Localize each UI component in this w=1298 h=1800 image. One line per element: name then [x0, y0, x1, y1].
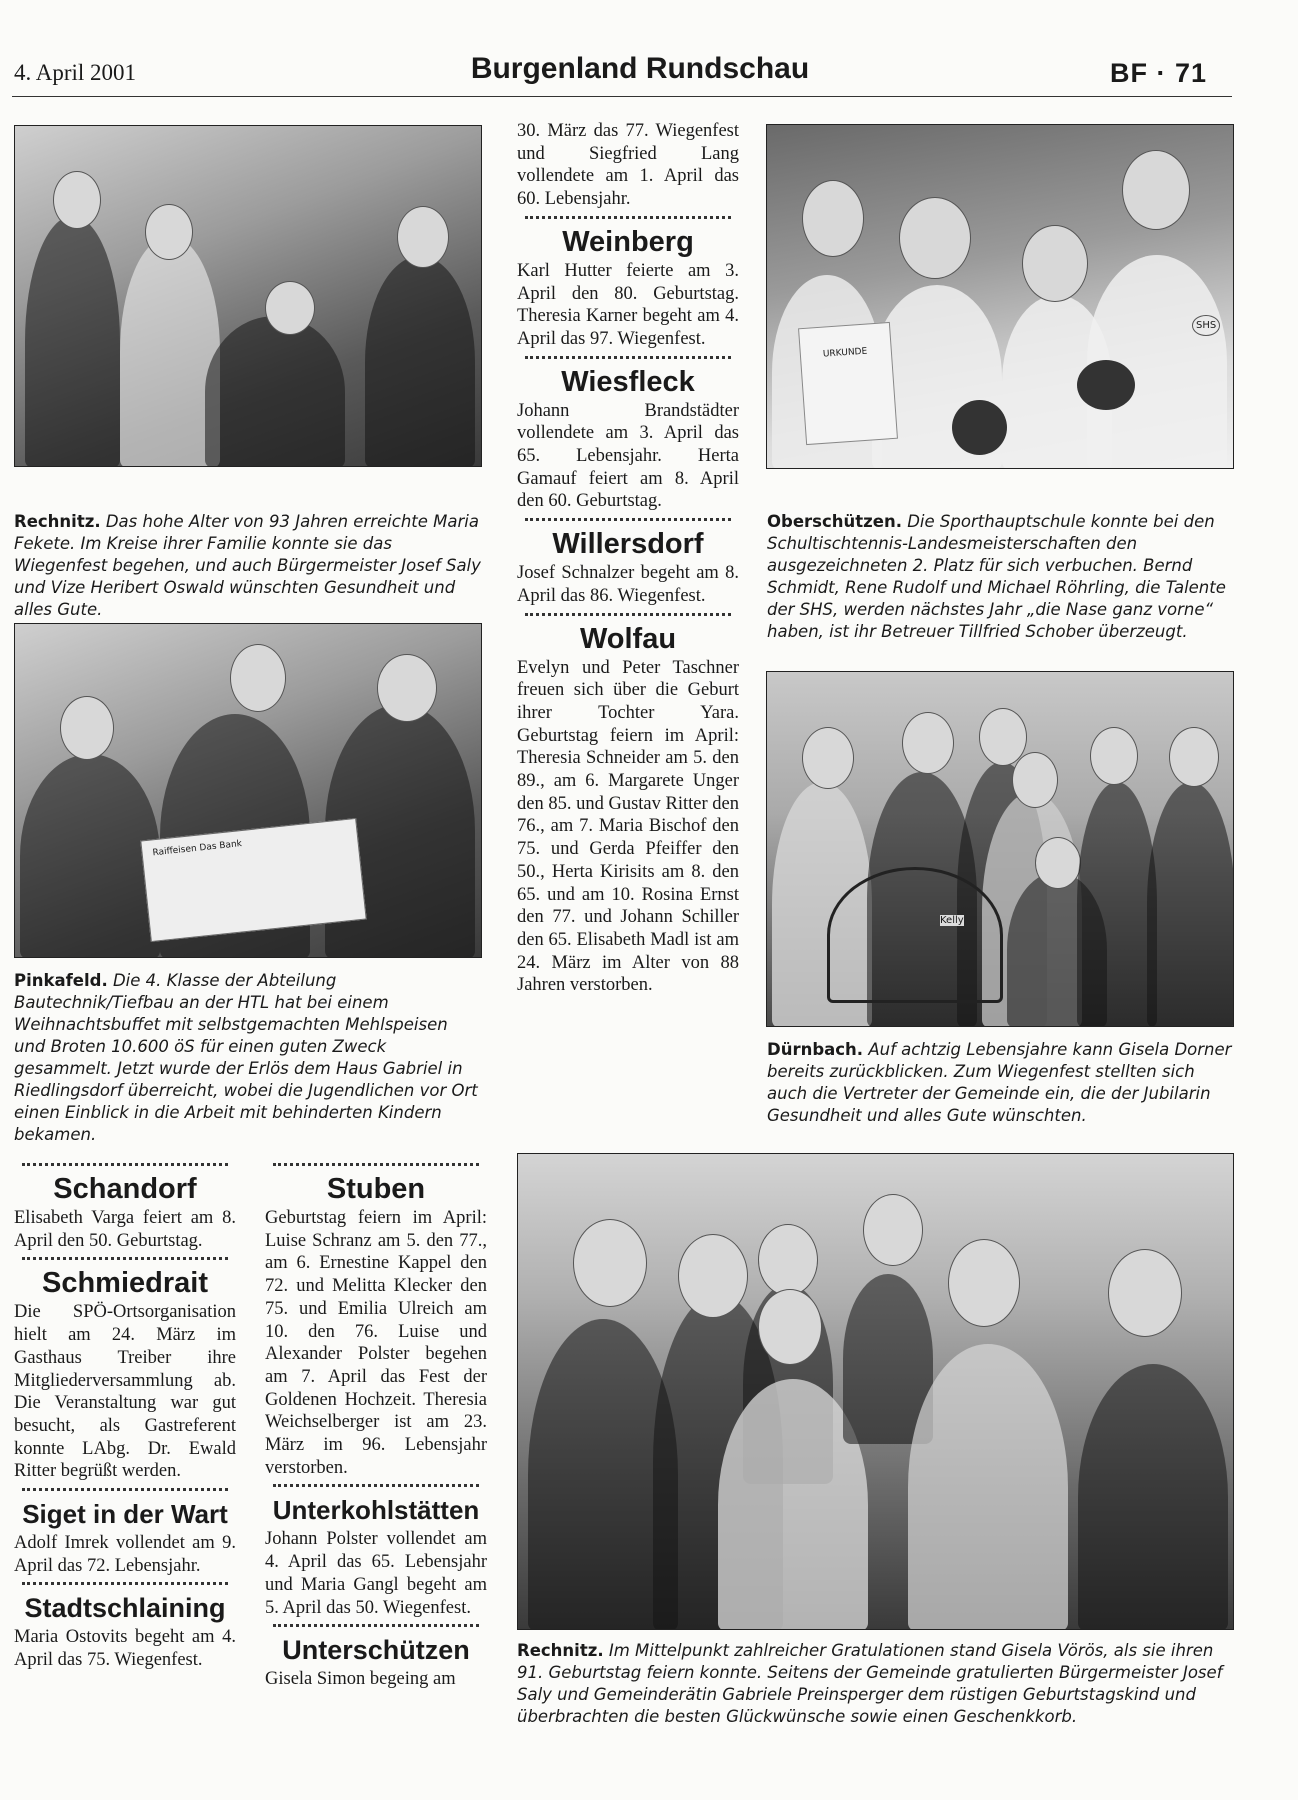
section-title-schmiedrait: Schmiedrait	[42, 1267, 208, 1300]
caption-text: Auf achtzig Lebensjahre kann Gisela Dorner bereits zurückblicken. Zum Wiegenfest stellten sich auch die Vertreter der Gemeinde ein, die der Jubilarin Gesundheit und alles Gute wünschten.	[767, 1040, 1232, 1125]
section-title-weinberg: Weinberg	[562, 225, 694, 258]
bottom-mid-column	[265, 1158, 487, 1691]
caption-place: Dürnbach.	[767, 1040, 864, 1059]
caption-place: Rechnitz.	[517, 1641, 604, 1660]
photo-rechnitz-voeroes	[517, 1153, 1234, 1630]
section-title-schandorf: Schandorf	[53, 1173, 197, 1205]
separator	[525, 518, 731, 521]
section-title-stuben: Stuben	[326, 1173, 426, 1205]
section-title-willersdorf: Willersdorf	[552, 528, 704, 561]
newspaper-title: Burgenland Rundschau	[470, 52, 810, 85]
separator	[22, 1163, 228, 1166]
page-number: BF · 71	[1110, 58, 1208, 88]
certificate-label: URKUNDE	[822, 346, 868, 360]
section-text-wiesfleck: Johann Brandstädter vollendete am 3. April das 65. Lebensjahr. Herta Gamauf feiert am 8. April den 60. Geburtstag.	[517, 400, 739, 512]
section-title-siget: Siget in der Wart	[22, 1499, 228, 1530]
caption-text: Das hohe Alter von 93 Jahren erreichte Maria Fekete. Im Kreise ihrer Familie konnte sie das Wiegenfest begehen, und auch Bürgermeister Josef Saly und Vize Heribert Oswald wünschten Gesundheit und alles Gute.	[14, 512, 481, 619]
separator	[525, 216, 731, 219]
section-text-wolfau: Evelyn und Peter Taschner freuen sich über die Geburt ihrer Tochter Yara. Geburtstag feiern im April: Theresia Schneider am 5. den 89., am 6. Margarete Unger den 85. und Gustav Ritter den 76., am 7. Maria Bischof den 75. und Gerda Pfeiffer den 50., Herta Kirisits am 8. den 65. und am 10. Rosina Ernst den 77. und Johann Schiller den 65. Elisabeth Madl ist am 24. März im Alter von 88 Jahren verstorben.	[517, 657, 739, 996]
section-text-willersdorf: Josef Schnalzer begeht am 8. April das 86. Wiegenfest.	[517, 563, 739, 606]
section-text-unterkohlstaetten: Johann Polster vollendet am 4. April das 65. Lebensjahr und Maria Gangl begeht am 5. April das 50. Wiegenfest.	[265, 1529, 487, 1618]
bottom-left-column	[14, 1158, 236, 1672]
shirt-logo: SHS	[1192, 315, 1220, 336]
photo-rechnitz-family	[14, 125, 482, 467]
caption-text: Die Sporthauptschule konnte bei den Schultischtennis-Landesmeisterschaften den ausgezeichneten 2. Platz für sich verbuchen. Bernd Schmidt, Rene Rudolf und Michael Röhrling, die Talente der SHS, werden nächstes Jahr „die Nase ganz vorne“ haben, ist ihr Betreuer Tillfried Schober überzeugt.	[767, 512, 1226, 641]
separator	[273, 1484, 479, 1487]
issue-date: 4. April 2001	[14, 60, 137, 85]
separator	[22, 1488, 228, 1491]
caption-rechnitz-voeroes	[517, 1640, 1234, 1728]
section-title-unterkohlstaetten: Unterkohlstätten	[272, 1495, 480, 1526]
caption-text: Die 4. Klasse der Abteilung Bautechnik/Tiefbau an der HTL hat bei einem Weihnachtsbuffet mit selbstgemachten Mehlspeisen und Broten 10.600 öS für einen guten Zweck gesammelt. Jetzt wurde der Erlös dem Haus Gabriel in Riedlingsdorf überreicht, wobei die Jugendlichen vor Ort einen Einblick in die Arbeit mit behinderten Kindern bekamen.	[14, 971, 478, 1144]
section-title-stadtschlaining: Stadtschlaining	[24, 1593, 226, 1624]
photo-oberschuetzen-table-tennis	[766, 124, 1234, 469]
middle-column	[517, 120, 739, 997]
caption-place: Pinkafeld.	[14, 971, 108, 990]
photo-pinkafeld-check	[14, 623, 482, 958]
separator	[22, 1582, 228, 1585]
section-text-weinberg: Karl Hutter feierte am 3. April den 80. Geburtstag. Theresia Karner begeht am 4. April das 97. Wiegenfest.	[517, 260, 739, 349]
photo-duernbach-group	[766, 671, 1234, 1027]
separator	[273, 1624, 479, 1627]
section-text-schmiedrait: Die SPÖ-Ortsorganisation hielt am 24. März im Gasthaus Treiber ihre Mitgliederversammlung ab. Die Veranstaltung war gut besucht, als Gastreferent konnte LAbg. Dr. Ewald Ritter begrüßt werden.	[14, 1302, 236, 1482]
intro-text: 30. März das 77. Wiegenfest und Siegfried Lang vollendete am 1. April das 60. Lebensjahr.	[517, 121, 739, 210]
section-text-stuben: Geburtstag feiern im April: Luise Schranz am 5. den 77., am 6. Ernestine Kappel den 72. und Melitta Klecker den 75. und Emilia Ulreich am 10. den 76. Luise und Alexander Polster begehen am 7. April das Fest der Goldenen Hochzeit. Theresia Weichselberger ist am 23. März im 96. Lebensjahr verstorben.	[265, 1208, 487, 1478]
separator	[273, 1163, 479, 1166]
caption-place: Oberschützen.	[767, 512, 902, 531]
basket-label: Kelly	[940, 915, 964, 926]
caption-place: Rechnitz.	[14, 512, 101, 531]
separator	[525, 613, 731, 616]
section-text-unterschuetzen: Gisela Simon begeing am	[265, 1669, 456, 1690]
caption-duernbach	[767, 1039, 1234, 1127]
header-divider	[12, 96, 1232, 97]
section-text-stadtschlaining: Maria Ostovits begeht am 4. April das 75. Wiegenfest.	[14, 1627, 236, 1671]
caption-rechnitz-family	[14, 511, 484, 621]
caption-oberschuetzen	[767, 511, 1234, 643]
section-text-siget: Adolf Imrek vollendet am 9. April das 72. Lebensjahr.	[14, 1533, 236, 1576]
separator	[22, 1257, 228, 1260]
section-title-wiesfleck: Wiesfleck	[561, 365, 695, 398]
separator	[525, 356, 731, 359]
check-label: Raiffeisen Das Bank	[152, 839, 243, 859]
section-text-schandorf: Elisabeth Varga feiert am 8. April den 50. Geburtstag.	[14, 1208, 236, 1251]
caption-pinkafeld	[14, 970, 484, 1146]
section-title-unterschuetzen: Unterschützen	[282, 1635, 470, 1666]
section-title-wolfau: Wolfau	[579, 622, 677, 655]
caption-text: Im Mittelpunkt zahlreicher Gratulationen stand Gisela Vörös, als sie ihren 91. Geburtstag feiern konnte. Seitens der Gemeinde gratulierten Bürgermeister Josef Saly und Gemeinderätin Gabriele Preinsperger dem rüstigen Geburtstagskind und überbrachten die besten Glückwünsche sowie einen Geschenkkorb.	[517, 1641, 1223, 1726]
